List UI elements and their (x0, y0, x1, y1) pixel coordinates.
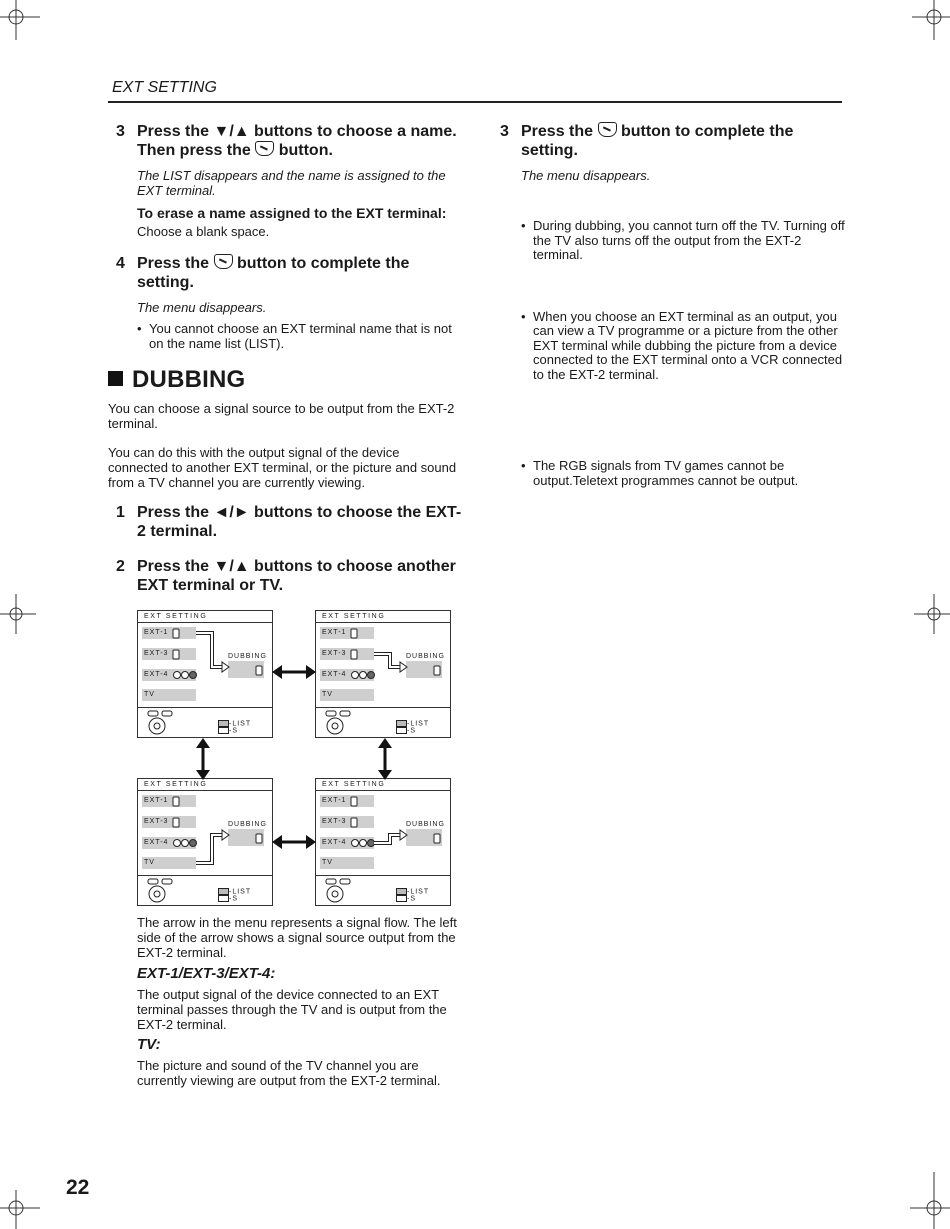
s-swatch (396, 895, 407, 902)
registration-mark-icon (0, 0, 40, 40)
scart-connector-icon (350, 796, 358, 807)
scart-connector-icon (433, 833, 441, 844)
screen-title: EXT SETTING (322, 781, 386, 788)
signal-flow-arrow-icon (374, 779, 408, 875)
header-rule (108, 101, 842, 103)
step-text-part: button to complete the (236, 255, 410, 272)
list-swatch (218, 720, 229, 727)
scart-connector-icon (433, 665, 441, 676)
subheading-tv: TV: (137, 1036, 161, 1053)
step-text-part: button to complete the (620, 123, 794, 140)
registration-mark-icon (0, 594, 36, 634)
step-number: 3 (500, 123, 509, 140)
scart-connector-icon (172, 817, 180, 828)
right-note: The menu disappears. (521, 168, 651, 183)
step-4-note: The menu disappears. (137, 300, 267, 315)
section-title-dubbing (108, 366, 245, 394)
dubbing-para-1: You can choose a signal source to be output from the EXT-2 terminal. (108, 401, 455, 431)
scart-connector-icon (172, 628, 180, 639)
dubbing-para-2: You can do this with the output signal of the device connected to another EXT terminal, or the picture and sound from a TV channel you are currently viewing. (108, 445, 457, 490)
ext-setting-screen (315, 778, 451, 906)
scart-connector-icon (350, 817, 358, 828)
screen-row: EXT-4 (320, 669, 374, 681)
step-2-choose-terminal (116, 557, 457, 595)
subheading-tv-text: The picture and sound of the TV channel you are currently viewing are output from the EXT-2 terminal. (137, 1058, 441, 1088)
step-4-bullet: • You cannot choose an EXT terminal name that is not on the name list (LIST). (137, 322, 467, 351)
list-swatch (396, 888, 407, 895)
scart-connector-icon (350, 649, 358, 660)
divider (138, 707, 272, 708)
scart-connector-icon (172, 649, 180, 660)
ext-setting-screen (137, 610, 273, 738)
step-text (521, 122, 831, 141)
figure-caption: The arrow in the menu represents a signal flow. The left side of the arrow shows a signal source output from the EXT-2 terminal. (137, 915, 457, 960)
ext-setting-screen (137, 778, 273, 906)
registration-mark-icon (910, 1172, 950, 1229)
step-4-complete (116, 254, 457, 292)
right-bullet-2: • When you choose an EXT terminal as an output, you can view a TV programme or a picture from the other EXT terminal while dubbing the picture from a device connected to the EXT terminal onto a VCR connected to the EXT-2 terminal. (521, 310, 845, 383)
dubbing-text: DUBBING (406, 821, 445, 828)
remote-buttons-icon (324, 710, 354, 736)
signal-flow-arrow-icon (374, 611, 408, 707)
right-bullet-1: • During dubbing, you cannot turn off the TV. Turning off the TV also turns off the output from the EXT-2 terminal. (521, 219, 845, 263)
double-arrow-vertical-icon (375, 738, 395, 780)
double-arrow-horizontal-icon (272, 832, 316, 852)
erase-heading: To erase a name assigned to the EXT terminal: (137, 205, 447, 221)
step-1-choose-ext2 (116, 503, 467, 541)
screen-row: EXT-4 (320, 837, 374, 849)
square-bullet-icon (108, 371, 123, 386)
list-text: LIST (410, 720, 430, 728)
step-text-part: Press the (521, 123, 594, 140)
step-number: 4 (116, 255, 125, 272)
list-legend: -LIST -S (218, 720, 251, 735)
s-swatch (218, 895, 229, 902)
list-text: LIST (410, 888, 430, 896)
s-swatch (396, 727, 407, 734)
step-text: Press the ◄/► buttons to choose the EXT-2 terminal. (137, 504, 462, 540)
double-arrow-vertical-icon (193, 738, 213, 780)
screen-row: EXT-3 (142, 648, 196, 660)
screen-title: EXT SETTING (144, 781, 208, 788)
subheading-ext: EXT-1/EXT-3/EXT-4: (137, 965, 276, 982)
step-number: 1 (116, 504, 125, 521)
registration-mark-icon (0, 1190, 40, 1229)
scart-connector-icon (255, 833, 263, 844)
step-text-part: Press the (137, 255, 210, 272)
s-text: S (232, 727, 239, 735)
divider (316, 875, 450, 876)
list-swatch (396, 720, 407, 727)
divider (316, 707, 450, 708)
remote-buttons-icon (146, 878, 176, 904)
step-text: Press the ▼/▲ buttons to choose another EXT terminal or TV. (137, 558, 456, 594)
step-text-line2: setting. (521, 142, 578, 159)
ext-setting-screen (315, 610, 451, 738)
return-button-icon (598, 122, 617, 137)
screen-row: TV (142, 857, 196, 869)
av-jack-icon (350, 670, 376, 680)
step-text-part: Then press the (137, 142, 251, 159)
section-title-text: DUBBING (132, 366, 246, 393)
av-jack-icon (350, 838, 376, 848)
av-jack-icon (172, 670, 198, 680)
right-bullet-3: • The RGB signals from TV games cannot be output.Teletext programmes cannot be output. (521, 459, 845, 488)
s-text: S (410, 895, 417, 903)
double-arrow-horizontal-icon (272, 662, 316, 682)
screen-row: EXT-3 (320, 648, 374, 660)
remote-buttons-icon (324, 878, 354, 904)
step-text: Press the ▼/▲ buttons to choose a name. (137, 123, 457, 140)
s-text: S (410, 727, 417, 735)
scart-connector-icon (172, 796, 180, 807)
divider (138, 875, 272, 876)
subheading-ext-text: The output signal of the device connected to an EXT terminal passes through the TV and is output from the EXT-2 terminal. (137, 987, 447, 1032)
scart-connector-icon (350, 628, 358, 639)
step-number: 2 (116, 558, 125, 575)
screen-title: EXT SETTING (144, 613, 208, 620)
signal-flow-arrow-icon (196, 779, 230, 875)
screen-row: EXT-1 (142, 795, 196, 807)
dubbing-text: DUBBING (406, 653, 445, 660)
dubbing-text: DUBBING (228, 653, 267, 660)
list-text: LIST (232, 720, 252, 728)
list-legend: -LIST -S (396, 888, 429, 903)
remote-buttons-icon (146, 710, 176, 736)
erase-text: Choose a blank space. (137, 224, 270, 239)
step-text-part: button. (278, 142, 333, 159)
dubbing-text: DUBBING (228, 821, 267, 828)
step-number: 3 (116, 123, 125, 140)
screen-row: EXT-3 (320, 816, 374, 828)
registration-mark-icon (914, 594, 950, 634)
s-swatch (218, 727, 229, 734)
return-button-icon (255, 141, 274, 156)
screen-row: TV (142, 689, 196, 701)
screen-row: EXT-1 (142, 627, 196, 639)
list-text: LIST (232, 888, 252, 896)
list-legend: -LIST -S (218, 888, 251, 903)
registration-mark-icon (912, 0, 950, 40)
s-text: S (232, 895, 239, 903)
step-text (137, 254, 457, 273)
screen-row: EXT-1 (320, 627, 374, 639)
screen-row: EXT-3 (142, 816, 196, 828)
screen-row: EXT-4 (142, 669, 196, 681)
scart-connector-icon (255, 665, 263, 676)
screen-row: EXT-1 (320, 795, 374, 807)
step-3-note: The LIST disappears and the name is assigned to the EXT terminal. (137, 168, 446, 198)
step-text-line2 (137, 141, 467, 160)
page-number: 22 (66, 1176, 90, 1199)
av-jack-icon (172, 838, 198, 848)
list-swatch (218, 888, 229, 895)
screen-row: TV (320, 857, 374, 869)
screen-title: EXT SETTING (322, 613, 386, 620)
step-3-choose-name (116, 122, 467, 160)
right-step-3-complete (500, 122, 831, 160)
page-header-title: EXT SETTING (112, 79, 217, 96)
signal-flow-arrow-icon (196, 611, 230, 707)
return-button-icon (214, 254, 233, 269)
step-text-line2: setting. (137, 274, 194, 291)
list-legend: -LIST -S (396, 720, 429, 735)
screen-row: EXT-4 (142, 837, 196, 849)
screen-row: TV (320, 689, 374, 701)
